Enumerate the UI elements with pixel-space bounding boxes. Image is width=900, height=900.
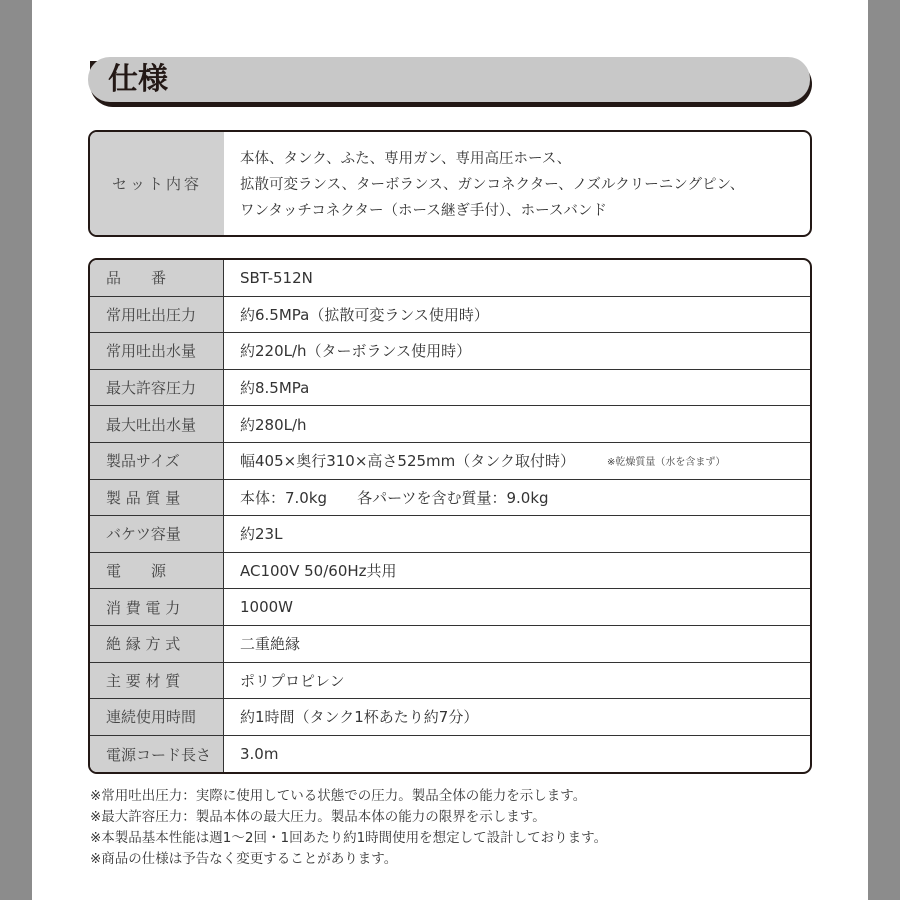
spec-label: 品 番 [90,260,224,296]
spec-note: ※乾燥質量（水を含まず） [606,457,726,469]
spec-value-text: 約8.5MPa [240,379,310,398]
spec-value [224,333,810,369]
spec-value [224,260,810,296]
spec-row [90,626,810,663]
footnote: ※本製品基本性能は週1～2回・1回あたり約1時間使用を想定して設計しております。 [90,830,608,846]
set-contents-label: セット内容 [90,132,224,235]
spec-value-text: 幅405×奥行310×高さ525mm（タンク取付時） [240,452,575,471]
spec-value [224,443,810,479]
set-contents-value [224,132,760,235]
spec-value [224,663,810,699]
spec-label: 最大吐出水量 [90,406,224,442]
spec-row [90,443,810,480]
spec-value [224,406,810,442]
spec-row [90,553,810,590]
spec-value-text: 約220L/h（ターボランス使用時） [240,342,472,361]
spec-label: 製 品 質 量 [90,480,224,516]
spec-value-text: 約280L/h [240,415,307,434]
set-line: ワンタッチコネクター（ホース継ぎ手付）、ホースバンド [240,203,607,219]
spec-value-text: 本体：7.0kg 各パーツを含む質量：9.0kg [240,488,549,507]
spec-label: 最大許容圧力 [90,370,224,406]
spec-label: 常用吐出水量 [90,333,224,369]
footnote: ※最大許容圧力：製品本体の最大圧力。製品本体の能力の限界を示します。 [90,809,546,825]
spec-row [90,736,810,773]
spec-row [90,516,810,553]
spec-value [224,370,810,406]
spec-label: 消 費 電 力 [90,589,224,625]
spec-row [90,663,810,700]
spec-row [90,370,810,407]
spec-row [90,297,810,334]
set-line: 本体、タンク、ふた、専用ガン、専用高圧ホース、 [240,151,572,167]
spec-value-text: 二重絶縁 [240,635,301,654]
spec-value-text: 1000W [240,598,294,617]
spec-label: 製品サイズ [90,443,224,479]
set-line: 拡散可変ランス、ターボランス、ガンコネクター、ノズルクリーニングピン、 [240,177,745,193]
spec-row [90,699,810,736]
section-title: 仕様 [88,57,810,102]
spec-row [90,480,810,517]
spec-label: 主 要 材 質 [90,663,224,699]
spec-row [90,406,810,443]
spec-value-text: ポリプロピレン [240,671,345,690]
spec-row [90,333,810,370]
spec-row [90,260,810,297]
spec-label: 電 源 [90,553,224,589]
spec-value [224,297,810,333]
spec-value-text: 3.0m [240,745,279,764]
footnote: ※商品の仕様は予告なく変更することがあります。 [90,851,398,867]
footnotes [90,786,607,870]
spec-label: 電源コード長さ [90,736,224,773]
footnote: ※常用吐出圧力：実際に使用している状態での圧力。製品全体の能力を示します。 [90,788,587,804]
spec-value [224,553,810,589]
spec-label: 常用吐出圧力 [90,297,224,333]
spec-value [224,699,810,735]
spec-label: バケツ容量 [90,516,224,552]
set-contents-box [88,130,812,237]
spec-value-text: SBT-512N [240,268,313,287]
spec-value-text: AC100V 50/60Hz共用 [240,562,397,581]
spec-label: 絶 縁 方 式 [90,626,224,662]
spec-value-text: 約23L [240,525,283,544]
spec-label: 連続使用時間 [90,699,224,735]
spec-value [224,736,810,773]
spec-value [224,516,810,552]
spec-value [224,589,810,625]
spec-table [88,258,812,774]
spec-value [224,480,810,516]
spec-value [224,626,810,662]
spec-value-text: 約1時間（タンク1杯あたり約7分） [240,708,479,727]
spec-value-text: 約6.5MPa（拡散可変ランス使用時） [240,305,489,324]
spec-row [90,589,810,626]
